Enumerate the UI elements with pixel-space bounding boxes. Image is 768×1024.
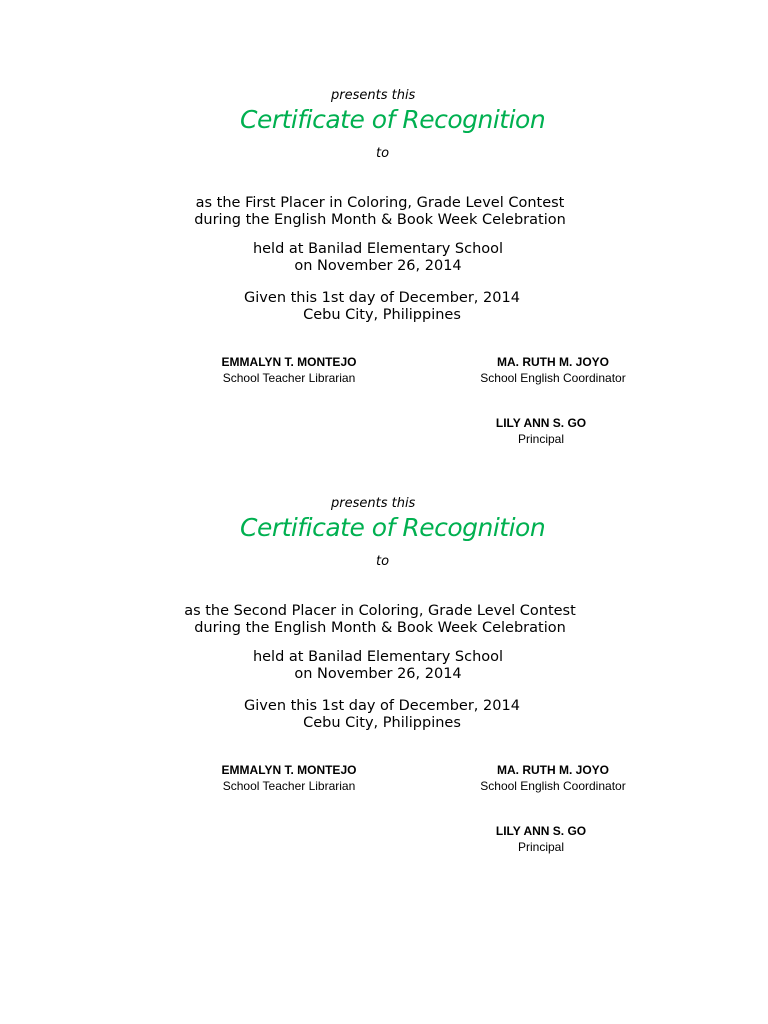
signatory-name: LILY ANN S. GO [495,416,587,430]
venue-block [0,649,762,683]
signatory-role: School Teacher Librarian [222,371,356,385]
to-text: to [376,146,390,161]
signatory-principal [431,823,651,855]
signatory-librarian [179,354,399,386]
place-line: Cebu City, Philippines [303,715,461,731]
given-line: Given this 1st day of December, 2014 [244,290,520,306]
event-line: during the English Month & Book Week Celebration [194,212,566,228]
given-block [0,698,766,732]
award-description [0,603,764,637]
signatory-name: EMMALYN T. MONTEJO [221,763,357,777]
to-text: to [376,554,390,569]
event-line: during the English Month & Book Week Celebration [194,620,566,636]
certificate-title: Certificate of Recognition [240,513,546,542]
signatory-role: School English Coordinator [480,371,626,385]
certificate-second-placer [0,496,768,896]
given-block [0,290,766,324]
signatory-role: Principal [517,432,565,446]
award-description [0,195,764,229]
presents-text: presents this [331,88,416,103]
venue-line: held at Banilad Elementary School [252,241,504,257]
certificate-first-placer [0,88,768,488]
date-line: on November 26, 2014 [294,258,462,274]
presents-text: presents this [331,496,416,511]
signatory-coordinator [443,354,663,386]
placer-line: as the First Placer in Coloring, Grade Level Contest [195,195,565,211]
signatory-name: MA. RUTH M. JOYO [496,355,609,369]
signatory-role: School English Coordinator [480,779,626,793]
signatory-coordinator [443,762,663,794]
date-line: on November 26, 2014 [294,666,462,682]
signatory-name: LILY ANN S. GO [495,824,587,838]
given-line: Given this 1st day of December, 2014 [244,698,520,714]
place-line: Cebu City, Philippines [303,307,461,323]
signatory-name: EMMALYN T. MONTEJO [221,355,357,369]
signatory-name: MA. RUTH M. JOYO [496,763,609,777]
signatory-librarian [179,762,399,794]
signatory-role: School Teacher Librarian [222,779,356,793]
venue-block [0,241,762,275]
placer-line: as the Second Placer in Coloring, Grade Level Contest [184,603,576,619]
signatory-role: Principal [517,840,565,854]
venue-line: held at Banilad Elementary School [252,649,504,665]
certificate-title: Certificate of Recognition [240,105,546,134]
signatory-principal [431,415,651,447]
